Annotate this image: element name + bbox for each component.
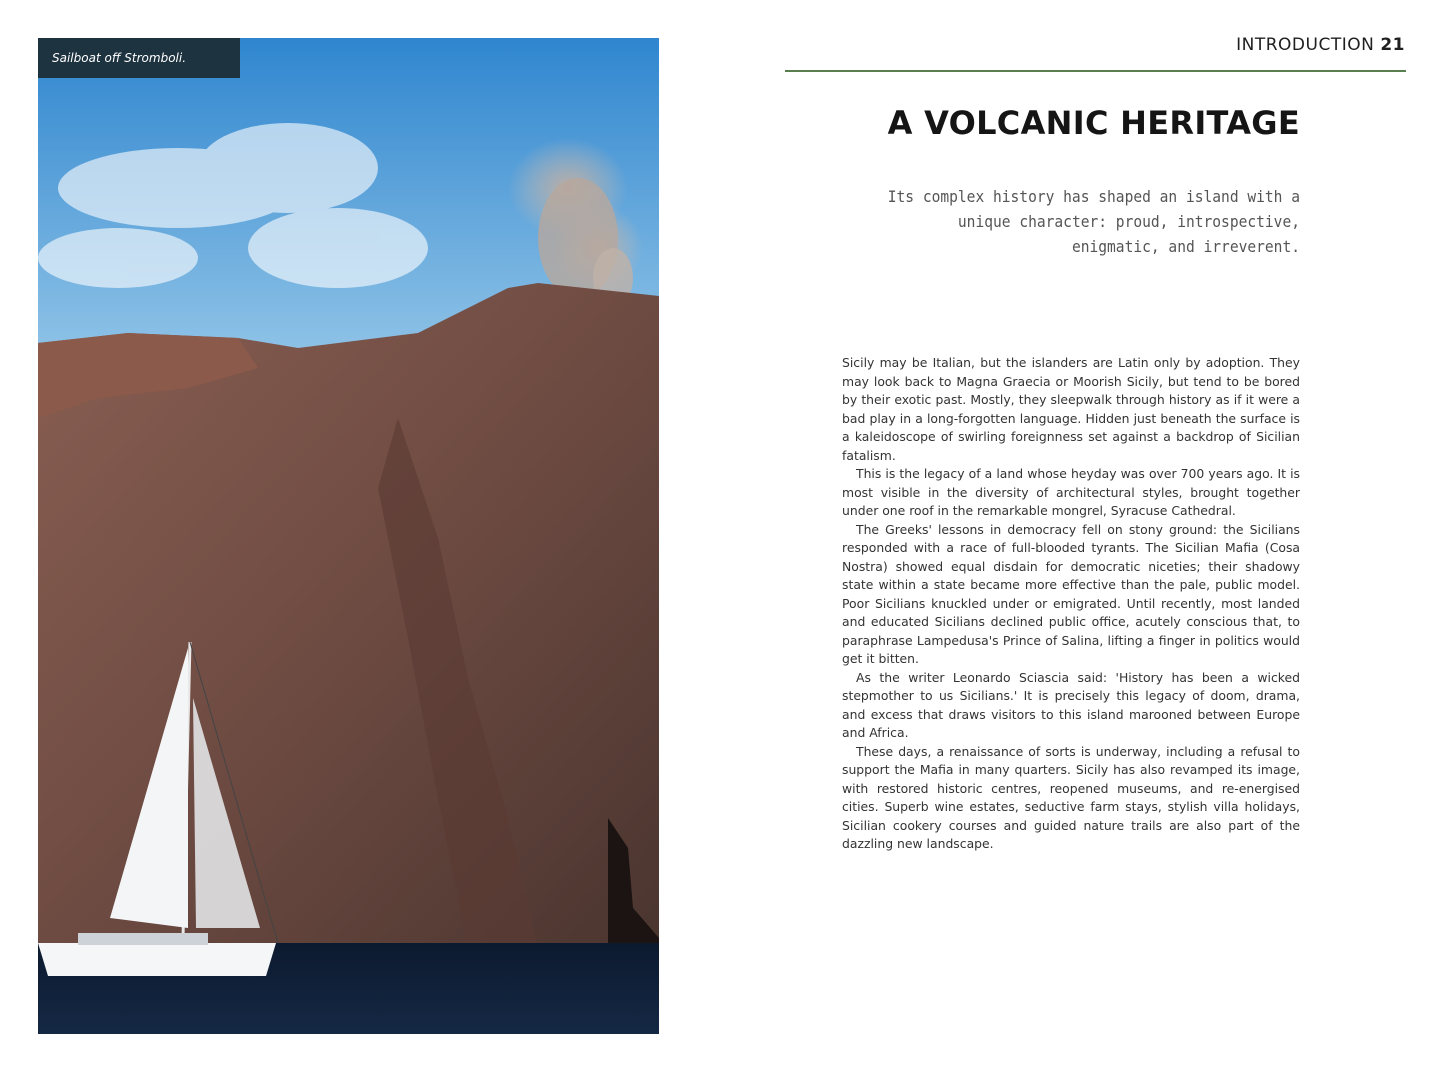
page-title: A VOLCANIC HERITAGE: [887, 104, 1300, 142]
paragraph: The Greeks' lessons in democracy fell on stony ground: the Sicilians responded with a race of full-blooded tyrants. The Sicilian Mafia (Cosa Nostra) showed equal disdain for democratic niceties; their shadowy state within a state became more effective than the pale, public model. Poor Sicilians knuckled under or emigrated. Until recently, most landed and educated Sicilians declined public office, acutely conscious that, to paraphrase Lampedusa's Prince of Salina, lifting a finger in politics would get it bitten.: [842, 521, 1300, 666]
body-text: [842, 354, 1300, 854]
volcano-photo: [38, 38, 659, 1034]
standfirst: Its complex history has shaped an island with a unique character: proud, introspective, enigmatic, and irreverent.: [887, 187, 1300, 256]
paragraph: As the writer Leonardo Sciascia said: 'History has been a wicked stepmother to us Sicilians.' It is precisely this legacy of doom, drama, and excess that draws visitors to this island marooned between Europe and Africa.: [842, 669, 1300, 740]
header-rule: [785, 70, 1406, 72]
stromboli-illustration: [38, 38, 659, 1034]
photo-caption: Sailboat off Stromboli.: [38, 38, 240, 78]
section-title: INTRODUCTION: [1236, 35, 1375, 55]
paragraph: This is the legacy of a land whose heyday was over 700 years ago. It is most visible in the diversity of architectural styles, brought together under one roof in the remarkable mongrel, Syracuse Cathedral.: [842, 466, 1300, 518]
running-head: [1236, 35, 1405, 55]
paragraph: These days, a renaissance of sorts is underway, including a refusal to support the Mafia in many quarters. Sicily has also revamped its image, with restored historic centres, reopened museums, and re-energised cities. Superb wine estates, seductive farm stays, stylish villa holidays, Sicilian cookery courses and guided nature trails are also part of the dazzling new landscape.: [842, 743, 1300, 851]
page-number: 21: [1380, 35, 1405, 55]
paragraph: Sicily may be Italian, but the islanders are Latin only by adoption. They may look back to Magna Graecia or Moorish Sicily, but tend to be bored by their exotic past. Mostly, they sleepwalk through history as if it were a bad play in a long-forgotten language. Hidden just beneath the surface is a kaleidoscope of swirling foreignness set against a backdrop of Sicilian fatalism.: [842, 355, 1300, 463]
